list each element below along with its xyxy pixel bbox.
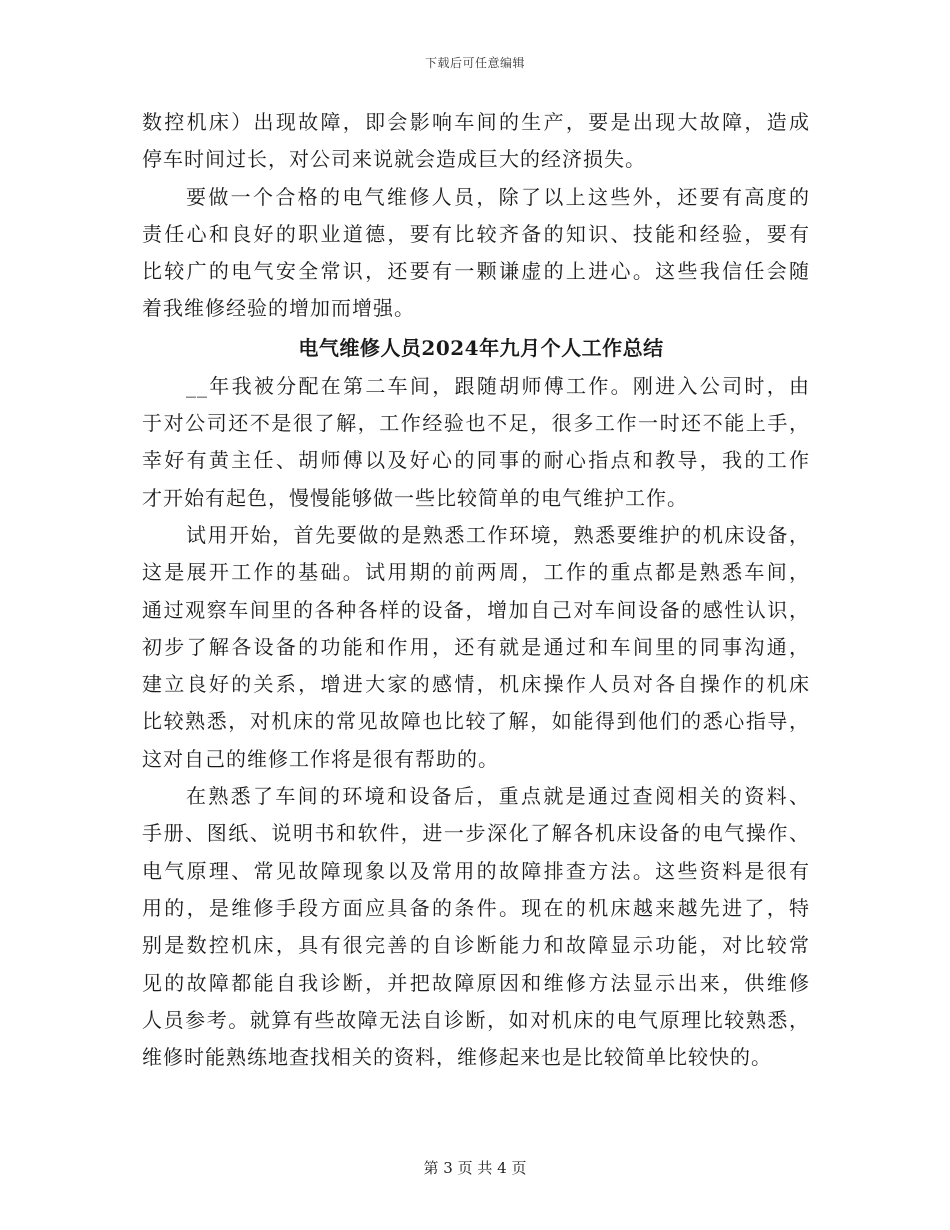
text-line: 通过观察车间里的各种各样的设备，增加自己对车间设备的感性认识， [142,597,810,622]
text-line: 维修时能熟练地查找相关的资料，维修起来也是比较简单比较快的。 [142,1045,772,1070]
text-line: 着我维修经验的增加而增强。 [142,296,415,321]
text-line: 责任心和良好的职业道德，要有比较齐备的知识、技能和经验，要有 [142,221,810,246]
text-line: 电气原理、常见故障现象以及常用的故障排查方法。这些资料是很有 [142,858,810,883]
text-line: 要做一个合格的电气维修人员，除了以上这些外，还要有高度的 [186,184,810,209]
text-line: 幸好有黄主任、胡师傅以及好心的同事的耐心指点和教导，我的工作 [142,448,810,473]
text-line: 比较熟悉，对机床的常见故障也比较了解，如能得到他们的悉心指导， [142,709,810,734]
text-line: 手册、图纸、说明书和软件，进一步深化了解各机床设备的电气操作、 [142,821,810,846]
paragraph [142,368,810,517]
text-line: 比较广的电气安全常识，还要有一颗谦虚的上进心。这些我信任会随 [142,259,810,284]
paragraph [142,179,810,328]
text-line: 初步了解各设备的功能和作用，还有就是通过和车间里的同事沟通， [142,634,810,659]
text-line: 停车时间过长，对公司来说就会造成巨大的经济损失。 [142,147,646,172]
text-line: 才开始有起色，慢慢能够做一些比较简单的电气维护工作。 [142,485,688,510]
text-line: 建立良好的关系，增进大家的感情，机床操作人员对各自操作的机床 [142,672,810,697]
text-line: 别是数控机床，具有很完善的自诊断能力和故障显示功能，对比较常 [142,933,810,958]
text-line: 人员参考。就算有些故障无法自诊断，如对机床的电气原理比较熟悉， [142,1007,810,1032]
text-line: 数控机床）出现故障，即会影响车间的生产，要是出现大故障，造成 [142,110,810,134]
text-line: 试用开始，首先要做的是熟悉工作环境，熟悉要维护的机床设备， [186,522,810,547]
paragraph [142,517,810,778]
text-line: 用的，是维修手段方面应具备的条件。现在的机床越来越先进了，特 [142,895,810,920]
page-header: 下载后可任意编辑 [424,56,525,70]
paragraph [142,778,810,1076]
text-line: 于对公司还不是很了解，工作经验也不足，很多工作一时还不能上手， [142,411,810,436]
text-line: 这是展开工作的基础。试用期的前两周，工作的重点都是熟悉车间， [142,560,810,585]
paragraph [142,104,810,179]
section-title: 电气维修人员2024年九月个人工作总结 [298,335,664,360]
text-line: 这对自己的维修工作将是很有帮助的。 [142,746,499,771]
text-line: __年我被分配在第二车间，跟随胡师傅工作。刚进入公司时，由 [186,373,810,398]
page-number: 第 3 页 共 4 页 [423,1159,527,1177]
document-body [142,104,810,1076]
text-line: 见的故障都能自我诊断，并把故障原因和维修方法显示出来，供维修 [142,970,810,995]
text-line: 在熟悉了车间的环境和设备后，重点就是通过查阅相关的资料、 [186,784,810,809]
